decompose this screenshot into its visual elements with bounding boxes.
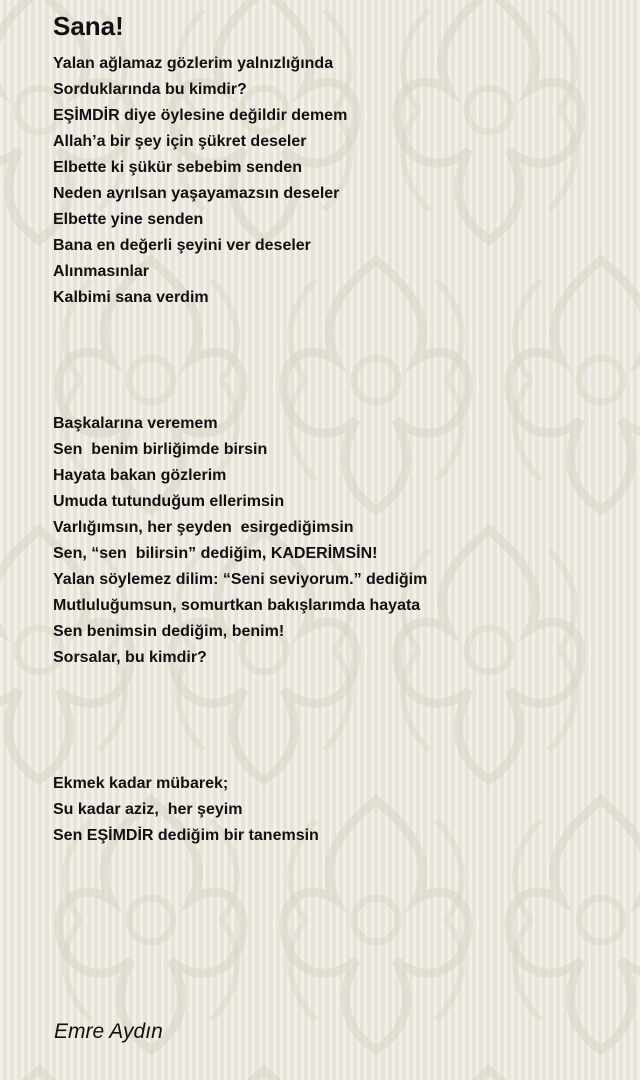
poem-line: Sen benimsin dediğim, benim! [53,623,285,640]
poem-line: Sorduklarında bu kimdir? [53,81,247,98]
poem-line: Sen EŞİMDİR dediğim bir tanemsin [53,827,319,844]
poem-line: Ekmek kadar mübarek; [53,775,229,792]
poem-line: Alınmasınlar [53,263,150,280]
poem-line: Hayata bakan gözlerim [53,467,227,484]
poem-line: EŞİMDİR diye öylesine değildir demem [53,107,348,124]
poem-line: Varlığımsın, her şeyden esirgediğimsin [53,519,354,536]
poem-line: Mutluluğumsun, somurtkan bakışlarımda hayata [53,597,421,614]
poem-line: Yalan söylemez dilim: “Seni seviyorum.” dediğim [53,571,428,588]
poem-title: Sana! [53,11,124,41]
poem-line: Bana en değerli şeyini ver deseler [53,237,311,254]
poem-line: Allah’a bir şey için şükret deseler [53,133,307,150]
poem-line: Yalan ağlamaz gözlerim yalnızlığında [53,55,334,72]
poem-line: Başkalarına veremem [53,415,218,432]
poem-line: Kalbimi sana verdim [53,289,209,306]
poem-author: Emre Aydın [54,1020,163,1043]
poem-line: Neden ayrılsan yaşayamazsın deseler [53,185,340,202]
poem-line: Sen benim birliğimde birsin [53,441,268,458]
poem-line: Elbette yine senden [53,211,204,228]
poem-line: Su kadar aziz, her şeyim [53,801,243,818]
poem-line: Sorsalar, bu kimdir? [53,649,207,666]
stanza-1 [53,51,347,311]
stanza-3 [53,771,319,849]
poem-line: Umuda tutunduğum ellerimsin [53,493,285,510]
stanza-2 [53,411,427,671]
poem-line: Sen, “sen bilirsin” dediğim, KADERİMSİN! [53,545,378,562]
poem-line: Elbette ki şükür sebebim senden [53,159,302,176]
